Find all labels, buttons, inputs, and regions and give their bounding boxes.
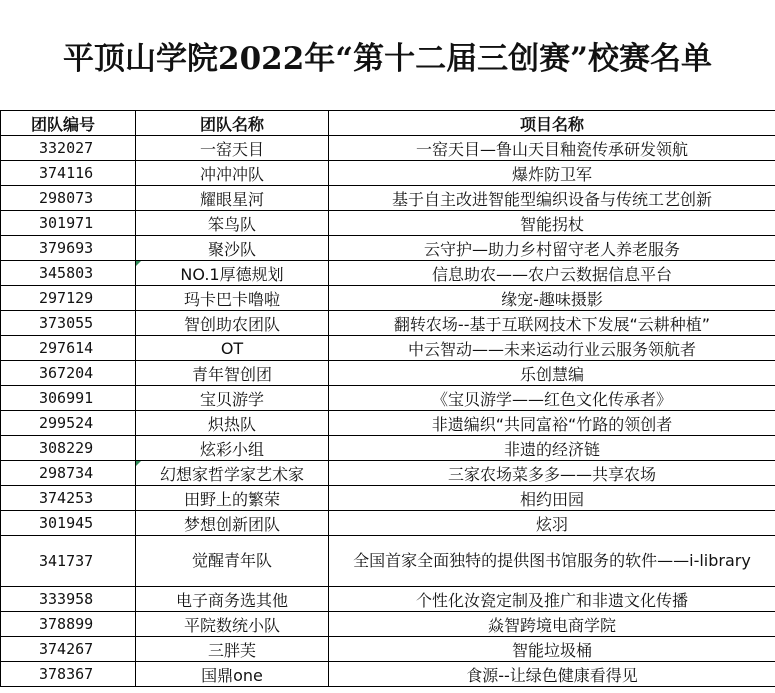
team-id-cell[interactable]: 333958: [1, 587, 136, 612]
team-id-cell[interactable]: 306991: [1, 386, 136, 411]
team-name-cell[interactable]: NO.1厚德规划: [136, 261, 329, 286]
team-name-cell[interactable]: 笨鸟队: [136, 211, 329, 236]
table-row: [1, 336, 775, 361]
table-row: [1, 461, 775, 486]
table-row: [1, 161, 775, 186]
project-name-cell[interactable]: 智能拐杖: [329, 211, 775, 236]
table-row: [1, 261, 775, 286]
table-row: [1, 186, 775, 211]
project-name-cell[interactable]: 全国首家全面独特的提供图书馆服务的软件——i-library: [329, 536, 775, 587]
table-row: [1, 236, 775, 261]
team-id-cell[interactable]: 298734: [1, 461, 136, 486]
team-name-cell[interactable]: 炫彩小组: [136, 436, 329, 461]
project-name-cell[interactable]: 信息助农——农户云数据信息平台: [329, 261, 775, 286]
header-team-name[interactable]: 团队名称: [136, 111, 329, 136]
table-row: [1, 436, 775, 461]
sheet-title: 平顶山学院2022年“第十二届三创赛”校赛名单: [0, 0, 775, 110]
team-name-cell[interactable]: OT: [136, 336, 329, 361]
table-row: [1, 662, 775, 687]
table-row: [1, 637, 775, 662]
team-id-cell[interactable]: 378899: [1, 612, 136, 637]
team-id-cell[interactable]: 301971: [1, 211, 136, 236]
project-name-cell[interactable]: 爆炸防卫军: [329, 161, 775, 186]
team-name-cell[interactable]: 智创助农团队: [136, 311, 329, 336]
team-id-cell[interactable]: 374267: [1, 637, 136, 662]
project-name-cell[interactable]: 中云智动——未来运动行业云服务领航者: [329, 336, 775, 361]
team-name-cell[interactable]: 一窑天目: [136, 136, 329, 161]
project-name-cell[interactable]: 个性化汝瓷定制及推广和非遗文化传播: [329, 587, 775, 612]
table-row: [1, 136, 775, 161]
header-project-name[interactable]: 项目名称: [329, 111, 775, 136]
table-row: [1, 411, 775, 436]
table-row: [1, 211, 775, 236]
team-id-cell[interactable]: 378367: [1, 662, 136, 687]
table-row: [1, 511, 775, 536]
project-name-cell[interactable]: 非遗编织“共同富裕“竹路的领创者: [329, 411, 775, 436]
table-row: [1, 486, 775, 511]
table-row: [1, 386, 775, 411]
team-name-cell[interactable]: 宝贝游学: [136, 386, 329, 411]
team-name-cell[interactable]: 幻想家哲学家艺术家: [136, 461, 329, 486]
team-name-cell[interactable]: 国鼎one: [136, 662, 329, 687]
team-id-cell[interactable]: 297614: [1, 336, 136, 361]
project-name-cell[interactable]: 非遗的经济链: [329, 436, 775, 461]
project-name-cell[interactable]: 《宝贝游学——红色文化传承者》: [329, 386, 775, 411]
project-name-cell[interactable]: 云守护—助力乡村留守老人养老服务: [329, 236, 775, 261]
table-row: [1, 311, 775, 336]
project-name-cell[interactable]: 基于自主改进智能型编织设备与传统工艺创新: [329, 186, 775, 211]
team-name-cell[interactable]: 耀眼星河: [136, 186, 329, 211]
project-name-cell[interactable]: 乐创慧编: [329, 361, 775, 386]
project-name-cell[interactable]: 三家农场菜多多——共享农场: [329, 461, 775, 486]
team-name-cell[interactable]: 青年智创团: [136, 361, 329, 386]
project-name-cell[interactable]: 焱智跨境电商学院: [329, 612, 775, 637]
table-row: [1, 587, 775, 612]
team-name-cell[interactable]: 炽热队: [136, 411, 329, 436]
project-name-cell[interactable]: 食源--让绿色健康看得见: [329, 662, 775, 687]
team-id-cell[interactable]: 298073: [1, 186, 136, 211]
project-name-cell[interactable]: 炫羽: [329, 511, 775, 536]
team-id-cell[interactable]: 367204: [1, 361, 136, 386]
team-id-cell[interactable]: 373055: [1, 311, 136, 336]
team-name-cell[interactable]: 梦想创新团队: [136, 511, 329, 536]
header-row: [1, 111, 775, 136]
table-row: [1, 536, 775, 587]
table-row: [1, 612, 775, 637]
team-name-cell[interactable]: 田野上的繁荣: [136, 486, 329, 511]
project-name-cell[interactable]: 一窑天目—鲁山天目釉瓷传承研发领航: [329, 136, 775, 161]
team-id-cell[interactable]: 301945: [1, 511, 136, 536]
table-row: [1, 286, 775, 311]
project-name-cell[interactable]: 缘宠-趣味摄影: [329, 286, 775, 311]
team-name-cell[interactable]: 三胖芙: [136, 637, 329, 662]
project-name-cell[interactable]: 相约田园: [329, 486, 775, 511]
team-name-cell[interactable]: 电子商务选其他: [136, 587, 329, 612]
team-id-cell[interactable]: 374253: [1, 486, 136, 511]
roster-table: [0, 110, 775, 687]
project-name-cell[interactable]: 翻转农场--基于互联网技术下发展“云耕种植”: [329, 311, 775, 336]
team-id-cell[interactable]: 379693: [1, 236, 136, 261]
header-team-id[interactable]: 团队编号: [1, 111, 136, 136]
team-name-cell[interactable]: 冲冲冲队: [136, 161, 329, 186]
team-id-cell[interactable]: 345803: [1, 261, 136, 286]
table-row: [1, 361, 775, 386]
team-id-cell[interactable]: 308229: [1, 436, 136, 461]
team-name-cell[interactable]: 玛卡巴卡噜啦: [136, 286, 329, 311]
team-id-cell[interactable]: 299524: [1, 411, 136, 436]
team-name-cell[interactable]: 平院数统小队: [136, 612, 329, 637]
team-id-cell[interactable]: 297129: [1, 286, 136, 311]
team-name-cell[interactable]: 觉醒青年队: [136, 536, 329, 587]
project-name-cell[interactable]: 智能垃圾桶: [329, 637, 775, 662]
team-id-cell[interactable]: 341737: [1, 536, 136, 587]
team-id-cell[interactable]: 332027: [1, 136, 136, 161]
team-name-cell[interactable]: 聚沙队: [136, 236, 329, 261]
team-id-cell[interactable]: 374116: [1, 161, 136, 186]
